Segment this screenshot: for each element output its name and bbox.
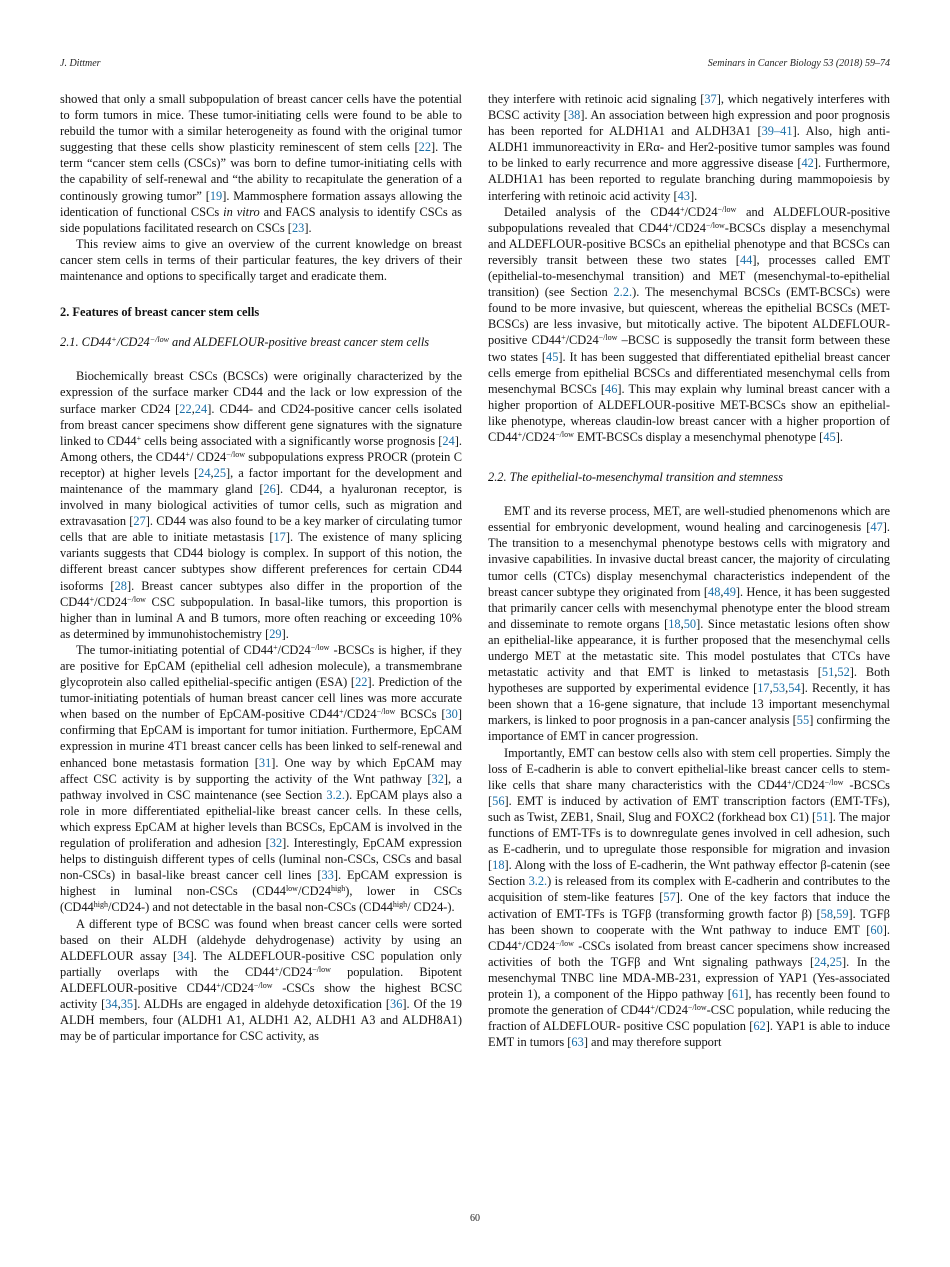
text-run: ]. Since metastatic lesions often show an epithelial-like appearance, it is further proposed that the mesenchymal cells undergo MET at the metastatic site. This model postulates that CTCs have metastatic activity and that EMT is linked to metastasis [	[488, 616, 890, 680]
text-run: -CSCs isolated from breast cancer specimens show increased activities of both the TGFβ and Wnt signaling pathways [	[488, 938, 890, 969]
text-run: / CD24	[189, 449, 227, 464]
citation-link[interactable]: 53	[772, 681, 786, 696]
text-run: This review aims to give an overview of the current knowledge on breast cancer stem cells in terms of their particular features, the key drivers of their maintenance and options to specifically target and eradicate them.	[60, 236, 462, 284]
text-run: ,	[833, 906, 837, 921]
citation-link[interactable]: 19	[209, 188, 223, 203]
citation-link[interactable]: 50	[683, 616, 697, 631]
superscript-text: −/low	[598, 333, 618, 343]
text-run: /CD24	[565, 333, 599, 348]
section-heading-2: 2. Features of breast cancer stem cells	[60, 305, 260, 320]
text-run: ]. The transition to a mesenchymal phenotype bestows cells with migratory and invasive capabilities. In invasive ductal breast cancer, the majority of circulating tumor cells (CTCs) display mesenchymal characteristics independent of the breast cancer subtype they originated from [	[488, 520, 890, 599]
citation-link[interactable]: 42	[801, 156, 814, 171]
text-run: ] and may therefore support	[583, 1035, 722, 1050]
text-run: /CD24	[277, 642, 311, 657]
text-run: ]. CD44 was also found to be a key marker of circulating tumor cells that are able to initiate metastasis [	[60, 514, 462, 545]
citation-link[interactable]: 55	[796, 713, 810, 728]
text-run: ]. Prediction of the tumor-initiating potentials of human breast cancer cell lines was more accurate when based on the number of EpCAM-positive CD44	[60, 675, 462, 722]
citation-link[interactable]: 63	[571, 1035, 584, 1050]
text-run: ]. CD44, a hyaluronan receptor, is involved in many biological activities of tumor cells, such as migration and extravasation [	[60, 481, 462, 529]
citation-link[interactable]: 18	[492, 858, 505, 873]
text-run: ,	[191, 401, 195, 416]
text-run: /CD24	[522, 938, 556, 953]
text-run: ], processes called EMT (epithelial-to-mesenchymal transition) and MET (mesenchymal-to-epithelial transition) (see Section	[488, 252, 890, 300]
text-run: ]. The term “cancer stem cells (CSCs)” was born to define tumor-initiating cells with the capability of self-renewal and “the ability to recapitulate the generation of a continously growing tumor” [	[60, 140, 462, 203]
superscript-text: −/low	[226, 449, 245, 459]
text-run: ]. The ALDEFLOUR-positive CSC population only partially overlaps with the CD44	[60, 948, 462, 979]
header-journal: Seminars in Cancer Biology 53 (2018) 59–74	[707, 58, 890, 69]
text-run: ]. One way by which EpCAM may affect CSC activity is by supporting the activity of the Wnt pathway [	[60, 755, 462, 786]
text-run: ]. One of the key factors that induce the activation of EMT-TFs is TGFβ (transforming growth factor β) [	[488, 890, 890, 921]
text-run: ]. Among others, the CD44	[60, 433, 462, 464]
text-run: ].	[281, 626, 289, 641]
citation-link[interactable]: 26	[263, 481, 276, 496]
citation-link[interactable]: 48	[708, 584, 721, 599]
text-run: ]. Of the 19 ALDH members, four (ALDH1 A1, ALDH1 A2, ALDH1 A3 and ALDH8A1) may be of particular importance for CSC activity, as	[60, 996, 462, 1044]
superscript-text: −/low	[705, 220, 725, 230]
citation-link[interactable]: 37	[704, 92, 717, 106]
citation-link[interactable]: 54	[788, 681, 801, 696]
text-run: ,	[117, 996, 121, 1011]
superscript-text: +	[517, 429, 523, 439]
citation-link[interactable]: 44	[739, 252, 753, 267]
superscript-text: −/low	[717, 204, 737, 214]
text-run: ]. Along with the loss of E-cadherin, the Wnt pathway effector β-catenin (see Section	[488, 858, 890, 889]
text-run: ]. EpCAM expression is highest in luminal non-CSCs (CD44	[60, 868, 462, 899]
text-run: ,	[720, 584, 724, 599]
citation-link[interactable]: 36	[390, 996, 403, 1011]
text-run: ]. Mammosphere formation assays allowing the identication of functional CSCs	[60, 188, 462, 219]
text-run: ]. CD44	[488, 922, 890, 953]
text-run: ,	[834, 665, 838, 680]
superscript-text: −/low	[149, 335, 169, 345]
text-run: subpopulations express PROCR (protein C receptor) at higher levels [	[60, 449, 462, 480]
citation-link[interactable]: 39–41	[761, 124, 793, 139]
text-run: ] confirming the importance of EMT in cancer progression.	[488, 713, 890, 744]
text-run: /CD24	[684, 204, 718, 219]
text-run: ]. Also, high anti-ALDH1 immunoreactivity in ERα- and Her2-positive tumor samples was found to be linked to early recurrence and more aggressive disease [	[488, 124, 890, 171]
citation-link[interactable]: 43	[677, 188, 690, 203]
left-paragraph-4	[60, 642, 462, 916]
citation-link[interactable]: 24	[442, 433, 455, 448]
citation-link[interactable]: 33	[321, 868, 334, 883]
citation-link[interactable]: 59	[836, 906, 849, 921]
superscript-text: high	[330, 884, 346, 894]
text-run: EMT-BCSCs display a mesenchymal phenotype [	[573, 429, 824, 444]
text-run: Biochemically breast CSCs (BCSCs) were originally characterized by the expression of the surface marker CD44 and the lack or low expression of the surface marker CD24 [	[60, 369, 462, 416]
text-run: ), lower in CSCs (CD44	[60, 884, 462, 915]
superscript-text: +	[111, 335, 117, 345]
text-run: -CSCs show the highest BCSC activity [	[60, 980, 462, 1011]
text-run: /CD24	[522, 429, 556, 444]
text-run: Importantly, EMT can bestow cells also with stem cell properties. Simply the loss of E-cadherin is able to convert epithelial-like breast cancer cells to stem-like cells that share many characteristics with the CD44	[488, 745, 890, 792]
citation-link[interactable]: 56	[492, 793, 505, 808]
citation-link[interactable]: 25	[213, 465, 227, 480]
text-run: /CD24	[297, 884, 331, 899]
text-run: ], a pathway involved in CSC maintenance (see Section	[60, 771, 462, 802]
citation-link[interactable]: 18	[668, 616, 681, 631]
citation-link[interactable]: 3.2.	[528, 874, 548, 889]
text-run: ], has recently been found to promote the generation of CD44	[488, 986, 890, 1018]
superscript-text: +	[89, 594, 95, 604]
left-paragraph-2	[60, 236, 462, 284]
text-run: A different type of BCSC was found when breast cancer cells were sorted based on their ALDH (aldehyde dehydrogenase) activity by using an ALDEFLOUR assay [	[60, 916, 462, 963]
text-run: -BCSCs display a mesenchymal and ALDEFLOUR-positive BCSCs an epithelial phenotype and that BCSCs can reversibly transit between these two states [	[488, 220, 890, 267]
citation-link[interactable]: 62	[753, 1019, 766, 1034]
superscript-text: +	[679, 204, 685, 214]
superscript-text: +	[561, 333, 566, 343]
citation-link[interactable]: 47	[870, 520, 883, 535]
citation-link[interactable]: 58	[820, 906, 834, 921]
superscript-text: high	[392, 900, 408, 910]
superscript-text: low	[285, 884, 298, 894]
text-run: /CD24	[279, 964, 313, 979]
subsection-heading-2-2	[488, 469, 890, 485]
citation-link[interactable]: 28	[114, 578, 127, 593]
superscript-text: +	[273, 642, 278, 652]
text-run: ], which negatively interferes with BCSC activity [	[488, 92, 890, 123]
citation-link[interactable]: 25	[829, 954, 842, 969]
text-run: ,	[769, 681, 773, 696]
text-run: Detailed analysis of the CD44	[504, 204, 680, 219]
right-paragraph-3	[488, 503, 890, 744]
text-run: 2.1. CD44	[60, 335, 112, 350]
superscript-text: +	[517, 938, 523, 948]
text-run: ]. In the mesenchymal TNBC line MDA-MB-231, expression of YAP1 (Yes-associated protein 1), a component of the Hippo pathway [	[488, 954, 890, 1001]
superscript-text: −/low	[687, 1003, 707, 1013]
citation-link[interactable]: 51	[821, 665, 835, 680]
superscript-text: +	[668, 220, 673, 230]
superscript-text: −/low	[555, 938, 574, 948]
left-paragraph-3	[60, 368, 462, 642]
citation-link[interactable]: 2.2.	[613, 285, 633, 300]
citation-link[interactable]: 30	[445, 707, 458, 722]
text-run: ]. TGFβ has been shown to cooperate with the Wnt pathway to induce EMT [	[488, 906, 890, 937]
text-run: /CD24-) and not detectable in the basal non-CSCs (CD44	[107, 900, 393, 915]
right-paragraph-1	[488, 91, 890, 204]
right-paragraph-2	[488, 204, 890, 445]
text-run: ]. ALDHs are engaged in aldehyde detoxification [	[133, 996, 391, 1011]
text-run: /CD24	[791, 777, 825, 792]
italic-text: in vitro	[223, 204, 260, 219]
citation-link[interactable]: 35	[120, 996, 134, 1011]
text-run: ].	[304, 220, 312, 235]
left-column	[60, 91, 462, 1201]
citation-link[interactable]: 29	[269, 626, 282, 641]
text-run: BCSCs [	[395, 707, 446, 722]
text-run: ]. Hence, it has been suggested that primarily cancer cells with mesenchymal phenotype enter the blood stream and disseminate to remote organs [	[488, 584, 890, 631]
text-run: population. Bipotent ALDEFLOUR-positive CD44	[60, 964, 462, 995]
text-run: The tumor-initiating potential of CD44	[76, 642, 274, 657]
text-run: ]. Breast cancer subtypes also differ in the proportion of the CD44	[60, 578, 462, 609]
text-run: ]. It has been suggested that differentiated epithelial breast cancer cells emerge from epithelial BCSCs and differentiated mesenchymal cells from mesenchymal BCSCs [	[488, 349, 890, 396]
superscript-text: −/low	[824, 777, 844, 787]
text-run: ) is released from its complex with E-cadherin and contributes to the acquisition of stem-like features [	[488, 874, 890, 905]
text-run: -CSC population, while reducing the fraction of ALDEFLOUR- positive CSC population [	[488, 1003, 890, 1034]
text-run: ]. The major functions of EMT-TFs is to downregulate genes involved in cell adhesion, such as E-cadherin, und to upregulate those responsible for migration and invasion [	[488, 809, 890, 873]
citation-link[interactable]: 31	[258, 755, 272, 770]
text-run: /CD24	[672, 220, 706, 235]
text-run: ]. Furthermore, ALDH1A1 has been reported to regulate branching during mammopoiesis by interfering with retinoic acid activity [	[488, 156, 890, 203]
citation-link[interactable]: 57	[663, 890, 676, 905]
text-run: ]. Both hypotheses are supported by experimental evidence [	[488, 665, 890, 696]
text-run: ,	[826, 954, 830, 969]
text-run: /CD24	[654, 1003, 688, 1018]
text-run: /CD24	[220, 980, 254, 995]
citation-link[interactable]: 34	[105, 996, 118, 1011]
citation-link[interactable]: 38	[567, 108, 581, 123]
superscript-text: +	[339, 707, 344, 717]
superscript-text: high	[93, 900, 108, 910]
text-run: –BCSC is supposedly the transit form between these two states [	[488, 333, 890, 364]
text-run: ]. YAP1 is able to induce EMT in tumors [	[488, 1019, 890, 1050]
citation-link[interactable]: 34	[177, 948, 190, 963]
header-author: J. Dittmer	[60, 58, 101, 69]
text-run: ). The mesenchymal BCSCs (EMT-BCSCs) were found to be more invasive, but quiescent, whereas the epithelial BCSCs (MET-BCSCs) are less invasive, but mitotically active. The bipotent ALDEFLOUR-positive CD44	[488, 285, 890, 348]
running-header	[60, 58, 890, 74]
text-run: ]. This may explain why luminal breast cancer with a higher proportion of ALDEFLOUR-positive MET-BCSCs show an epithelial-like phenotype, whereas claudin-low breast cancer with a higher proportion of CD44	[488, 381, 890, 444]
text-run: ].	[835, 429, 843, 444]
text-run: /CD24	[343, 707, 377, 722]
page-number: 60	[470, 1213, 480, 1224]
citation-link[interactable]: 46	[605, 381, 618, 396]
text-run: cells being associated with a significantly worse prognosis [	[141, 433, 443, 448]
text-run: EMT and its reverse process, MET, are well-studied phenomenons which are essential for embryonic development, wound healing and carcinogenesis [	[488, 504, 890, 535]
text-run: -BCSCs is higher, if they are positive for EpCAM (epithelial cell adhesion molecule), a transmembrane glycoprotein also called epithelial-specific antigen (ESA) [	[60, 642, 462, 690]
citation-link[interactable]: 17	[757, 681, 770, 696]
citation-link[interactable]: 49	[723, 584, 736, 599]
citation-link[interactable]: 24	[814, 954, 827, 969]
citation-link[interactable]: 45	[546, 349, 559, 364]
text-run: ). EpCAM plays also a role in more differentiated epithelial-like breast cancer cells. In these cells, which express EpCAM at higher levels than BCSCs, EpCAM is involved in the regulation of proliferation and adhesion [	[60, 787, 462, 851]
citation-link[interactable]: 24	[198, 465, 211, 480]
text-run: ]. CD44- and CD24-positive cancer cells isolated from breast cancer specimens show different gene signatures with the signature linked to CD44	[60, 401, 462, 448]
text-run: showed that only a small subpopulation of breast cancer cells have the potential to form tumors in mice. These tumor-initiating cells were found to be able to rebuild the tumor with a similar heterogeneity as found with the original tumor suggesting that these cells show plasticity reminescent of stem cells [	[60, 92, 462, 155]
text-run: / CD24-).	[407, 900, 455, 915]
superscript-text: −/low	[376, 707, 396, 717]
text-run: /CD24	[94, 594, 128, 609]
citation-link[interactable]: 27	[133, 514, 146, 529]
citation-link[interactable]: 17	[273, 530, 286, 545]
text-run: ,	[785, 681, 789, 696]
citation-link[interactable]: 32	[269, 836, 283, 851]
superscript-text: +	[185, 449, 190, 459]
subsection-heading-2-1	[60, 334, 462, 350]
superscript-text: +	[787, 777, 792, 787]
text-run: ]. The existence of many splicing variants suggests that CD44 biology is complex. In support of this notion, the different breast cancer subtypes show different preferences for certain CD44 isoforms [	[60, 530, 462, 593]
citation-link[interactable]: 32	[431, 771, 444, 786]
text-run: ] confirming that EpCAM is important for tumor initiation. Furthermore, EpCAM expression in murine 4T1 breast cancer cells has been linked to self-renewal and enhanced bone metastasis formation [	[60, 707, 462, 770]
text-run: ]. Interestingly, EpCAM expression helps to distinguish different types of cells (luminal non-CSCs, CSCs and basal non-CSCs) in basal-like breast cancer cell lines [	[60, 836, 462, 883]
text-run: and ALDEFLOUR-positive breast cancer stem cells	[168, 335, 430, 350]
text-run: CSC subpopulation. In basal-like tumors, this proportion is higher than in luminal A and B tumors, more often reaching or exceeding 10% as determined by immunohistochemistry [	[60, 594, 462, 641]
text-run: -BCSCs [	[488, 777, 890, 808]
citation-link[interactable]: 45	[823, 429, 836, 444]
superscript-text: +	[274, 964, 280, 974]
citation-link[interactable]: 22	[418, 140, 432, 155]
text-run: ].	[689, 188, 698, 203]
citation-link[interactable]: 22	[355, 675, 368, 690]
superscript-text: −/low	[127, 594, 146, 604]
text-run: ,	[210, 465, 214, 480]
superscript-text: −/low	[555, 429, 574, 439]
text-run: ]. EMT is induced by activation of EMT transcription factors (EMT-TFs), such as Twist, ZEB1, Snail, Slug and FOXC2 (forkhead box C1) [	[488, 793, 890, 824]
right-column	[488, 91, 890, 1201]
superscript-text: +	[650, 1003, 655, 1013]
text-run: ]. Recently, it has been shown that a 16-gene signature, that include 13 important mesenchymal markers, is linked to poor prognosis in a pan-cancer analysis [	[488, 681, 890, 728]
text-run: 2.2. The epithelial-to-mesenchymal transition and stemness	[488, 470, 783, 485]
superscript-text: +	[136, 433, 142, 443]
superscript-text: −/low	[312, 964, 331, 974]
left-paragraph-1	[60, 91, 462, 236]
left-paragraph-5	[60, 916, 462, 1045]
citation-link[interactable]: 23	[291, 220, 305, 235]
citation-link[interactable]: 61	[731, 986, 745, 1001]
citation-link[interactable]: 52	[837, 665, 850, 680]
text-run: /CD24	[116, 335, 150, 350]
text-run: ], a factor important for the development and maintenance of the mammary gland [	[60, 465, 462, 496]
citation-link[interactable]: 22	[179, 401, 192, 416]
citation-link[interactable]: 51	[816, 809, 829, 824]
text-run: and ALDEFLOUR-positive subpopulations revealed that CD44	[488, 204, 890, 235]
citation-link[interactable]: 60	[870, 922, 883, 937]
superscript-text: −/low	[253, 980, 273, 990]
citation-link[interactable]: 24	[194, 401, 208, 416]
text-run: they interfere with retinoic acid signaling [	[488, 92, 705, 106]
text-run: ]. An association between high expression and poor prognosis has been reported for ALDH1A1 and ALDH3A1 [	[488, 108, 890, 139]
superscript-text: +	[216, 980, 221, 990]
text-run: and FACS analysis to identify CSCs as side populations facilitated research on CSCs [	[60, 204, 462, 235]
text-run: ,	[680, 616, 684, 631]
citation-link[interactable]: 3.2.	[326, 787, 345, 802]
superscript-text: −/low	[310, 642, 330, 652]
right-paragraph-4	[488, 745, 890, 1051]
